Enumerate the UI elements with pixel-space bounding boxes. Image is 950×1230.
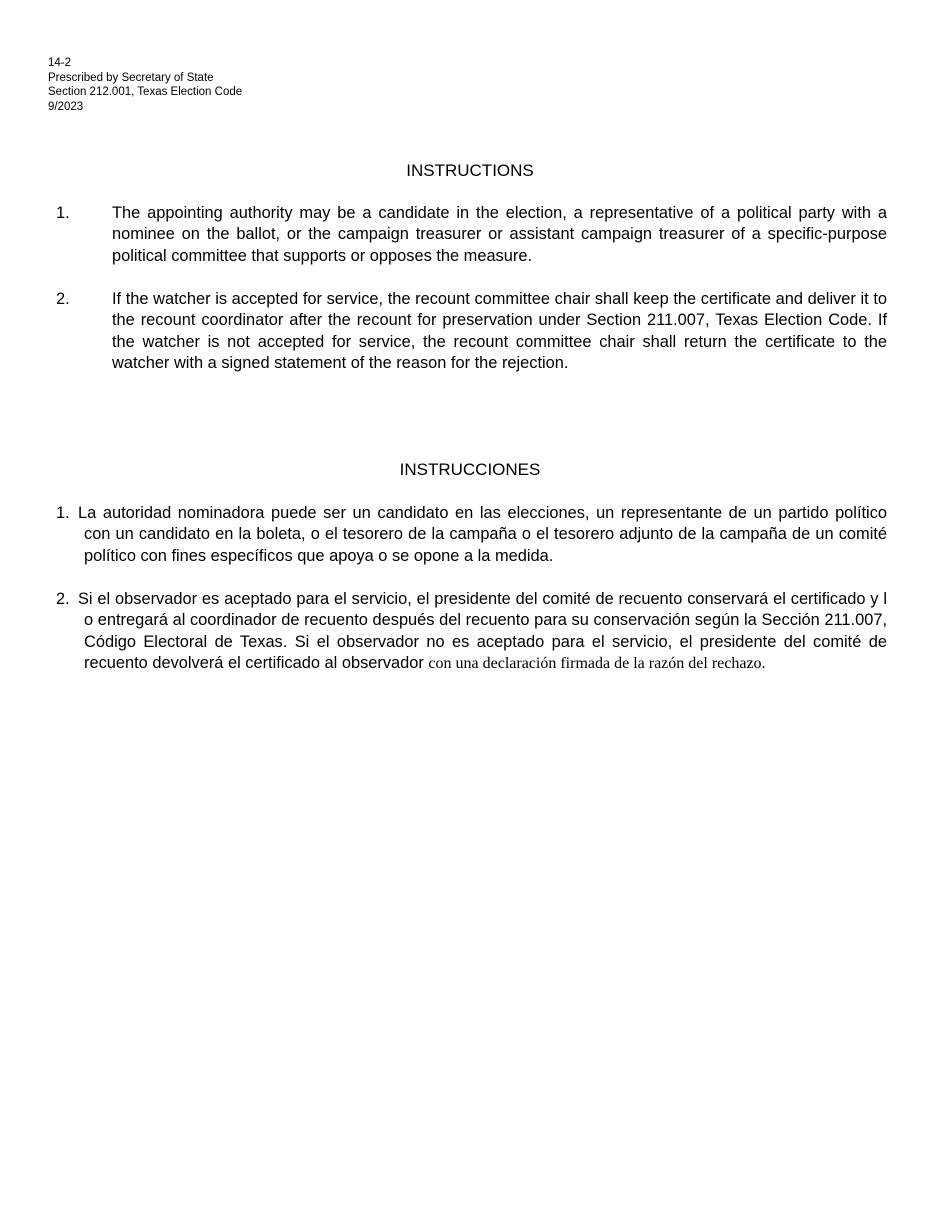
instruccion-text: La autoridad nominadora puede ser un candidato en las elecciones, un representante de un partido político con un candidato en la boleta, o el tesorero de la campaña o el tesorero adjunto de la campaña de un comité político con fines específicos que apoya o se opone a la medida.: [78, 504, 887, 565]
instruccion-text-tail: con una declaración firmada de la razón del rechazo.: [428, 655, 766, 673]
instruction-item: The appointing authority may be a candidate in the election, a representative of a political party with a nominee on the ballot, or the campaign treasurer or assistant campaign treasurer of a specific-purpose political committee that supports or opposes the measure.: [112, 204, 887, 265]
instruction-number: 2.: [56, 290, 70, 308]
instruccion-text: Si el observador es aceptado para el servicio, el presidente del comité de recuento conservará el certificado y l o entregará al coordinador de recuento después del recuento para su conservación según la Sección 211.007, Código Electoral de Texas. Si el observador no es aceptado para el servicio, el presidente del comité de recuento devolverá el certificado al observador: [78, 590, 887, 673]
code-section: Section 212.001, Texas Election Code: [48, 86, 243, 98]
instruccion-item: [56, 589, 887, 675]
form-header: [48, 56, 242, 114]
form-date: 9/2023: [48, 100, 84, 113]
instruccion-number: 1.: [56, 504, 70, 522]
instruccion-item: [56, 503, 887, 567]
instructions-title: INSTRUCTIONS: [406, 161, 534, 180]
instruccion-number: 2.: [56, 590, 70, 608]
instrucciones-title: INSTRUCCIONES: [399, 460, 541, 479]
instruction-number: 1.: [56, 204, 70, 222]
form-number: 14-2: [48, 57, 72, 69]
instruction-item: If the watcher is accepted for service, the recount committee chair shall keep the certificate and deliver it to the recount coordinator after the recount for preservation under Section 211.007, Texas Election Code. If the watcher is not accepted for service, the recount committee chair shall return the certificate to the watcher with a signed statement of the reason for the rejection.: [112, 290, 887, 373]
prescribed-by: Prescribed by Secretary of State: [48, 71, 214, 84]
